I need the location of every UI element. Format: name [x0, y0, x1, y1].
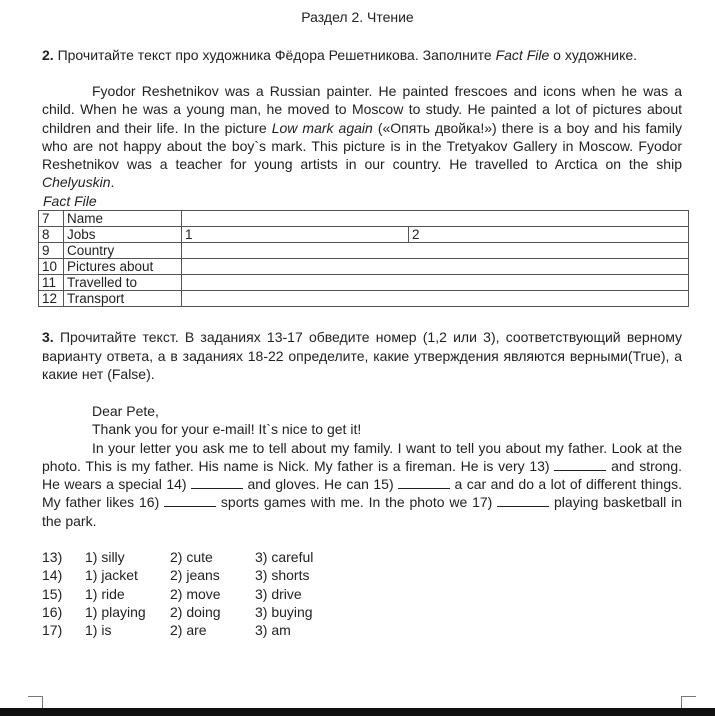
row-number: 12	[39, 291, 64, 307]
question-number: 16)	[42, 603, 63, 620]
text-ship-name: Chelyuskin	[42, 174, 111, 191]
answer-cell[interactable]: 1	[182, 227, 409, 243]
blank-17[interactable]	[497, 494, 549, 507]
answer-cell[interactable]	[182, 259, 689, 275]
letter-part-3: and gloves. He can 15)	[243, 476, 399, 493]
answer-cell[interactable]	[182, 291, 689, 307]
option-row	[42, 585, 345, 603]
option-row	[42, 548, 345, 566]
row-number: 8	[39, 227, 64, 243]
answer-cell[interactable]	[182, 275, 689, 291]
row-label: Jobs	[64, 227, 182, 243]
text-part-2: («Опять двойка!») there is a boy and his family who are not happy about the boy`s mark. This picture is in the Tretyakov Gallery in Moscow. Fyodor Reshetnikov was a teacher for young artists in our country. He travelled to Arctica on the ship	[42, 119, 683, 173]
section-title: Раздел 2. Чтение	[301, 9, 414, 25]
fact-file-label: Fact File	[43, 193, 97, 209]
task-3-heading-text: Прочитайте текст. В заданиях 13-17 обведите номер (1,2 или 3), соответствующий верному варианту ответа, а в заданиях 18-22 определите, какие утверждения являются верными(True), а какие нет (False).	[42, 329, 683, 382]
option-1[interactable]: 1) jacket	[85, 567, 138, 584]
option-2[interactable]: 2) doing	[170, 603, 221, 620]
option-2[interactable]: 2) jeans	[170, 567, 220, 584]
letter-line-1: Thank you for your e-mail! It`s nice to get it!	[92, 421, 362, 438]
answer-options	[42, 548, 345, 639]
task-2-heading-fact-file: Fact File	[495, 47, 550, 63]
option-3[interactable]: 3) careful	[255, 549, 314, 565]
task-2-heading	[42, 46, 682, 64]
row-label: Travelled to	[64, 275, 182, 291]
reshetnikov-text	[42, 82, 682, 192]
answer-cell[interactable]	[182, 211, 689, 227]
row-number: 10	[39, 259, 64, 275]
row-label: Pictures about	[64, 259, 182, 275]
option-2[interactable]: 2) cute	[170, 549, 213, 565]
text-part-1: Fyodor Reshetnikov was a Russian painter. He painted frescoes and icons when he was a child. When he was a young man, he moved to Moscow to study. He painted a lot of pictures about children and their life. In the picture	[42, 83, 682, 136]
letter-greeting: Dear Pete,	[92, 403, 159, 419]
row-label: Name	[64, 211, 182, 227]
row-number: 7	[39, 211, 64, 227]
option-3[interactable]: 3) am	[255, 622, 291, 639]
task-2-heading-end: о художнике.	[549, 47, 638, 63]
row-label: Country	[64, 243, 182, 259]
text-part-3: .	[110, 174, 115, 191]
question-number: 13)	[42, 549, 63, 565]
blank-14[interactable]	[191, 476, 243, 489]
question-number: 17)	[42, 622, 63, 639]
option-1[interactable]: 1) silly	[85, 549, 125, 565]
letter-part-6: playing basketball in the park.	[42, 494, 682, 529]
blank-13[interactable]	[554, 458, 606, 471]
letter-text	[42, 402, 682, 530]
option-row	[42, 566, 345, 584]
option-row	[42, 603, 345, 621]
row-number: 9	[39, 243, 64, 259]
letter-part-5: sports games with me. In the photo we 17)	[216, 494, 498, 511]
table-row	[39, 211, 689, 227]
text-picture-title: Low mark again	[271, 119, 373, 136]
question-number: 15)	[42, 585, 63, 602]
table-row	[39, 259, 689, 275]
question-number: 14)	[42, 567, 63, 584]
row-number: 11	[39, 275, 64, 291]
table-row	[39, 275, 689, 291]
letter-part-2: and strong. He wears a special 14)	[42, 457, 683, 493]
option-1[interactable]: 1) ride	[85, 585, 125, 602]
fact-file-table	[38, 210, 689, 307]
option-2[interactable]: 2) are	[170, 622, 207, 639]
option-3[interactable]: 3) shorts	[255, 567, 310, 584]
answer-cell[interactable]: 2	[409, 227, 689, 243]
task-2-number: 2.	[42, 47, 54, 63]
option-3[interactable]: 3) buying	[255, 603, 313, 620]
blank-16[interactable]	[164, 494, 216, 507]
option-row	[42, 621, 345, 639]
table-row	[39, 227, 689, 243]
option-1[interactable]: 1) is	[85, 622, 112, 639]
page-bottom-edge	[0, 708, 715, 716]
letter-part-1: In your letter you ask me to tell about my family. I want to tell you about my father. Look at the photo. This is my father. His name is Nick. My father is a fireman. He is very 13)	[42, 439, 682, 474]
answer-cell[interactable]	[182, 243, 689, 259]
letter-paragraph	[42, 439, 682, 530]
task-2-heading-text: Прочитайте текст про художника Фёдора Решетникова. Заполните	[57, 47, 496, 63]
option-3[interactable]: 3) drive	[255, 585, 302, 602]
table-row	[39, 291, 689, 307]
option-1[interactable]: 1) playing	[85, 603, 146, 620]
task-3-heading	[42, 328, 682, 384]
letter-part-4: a car and do a lot of different things. My father likes 16)	[42, 476, 682, 511]
row-label: Transport	[64, 291, 182, 307]
option-2[interactable]: 2) move	[170, 585, 221, 602]
blank-15[interactable]	[398, 476, 450, 489]
table-row	[39, 243, 689, 259]
task-3-number: 3.	[42, 329, 54, 345]
